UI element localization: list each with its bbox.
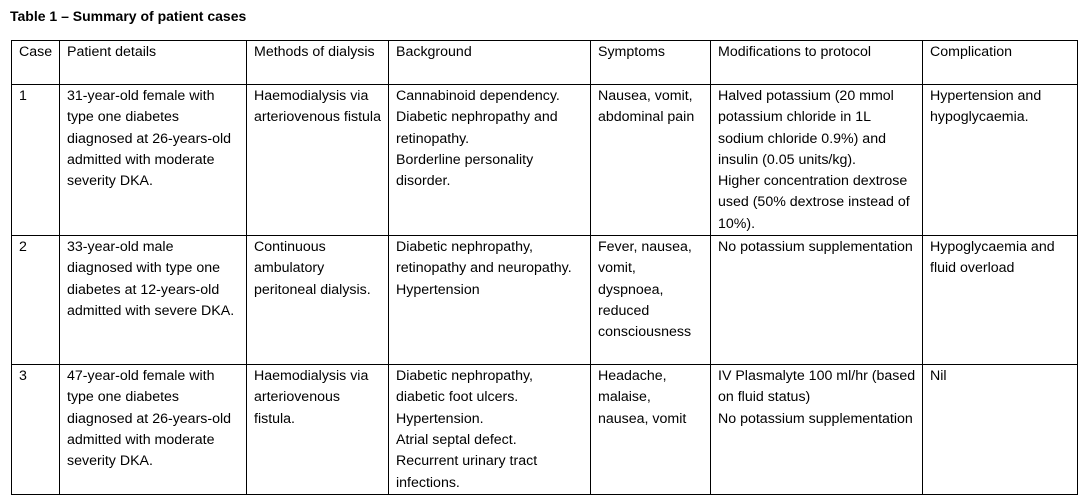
cell-patient-details: 47-year-old female with type one diabetes diagnosed at 26-years-old admitted with moderate severity DKA. [60, 365, 247, 495]
header-symptoms: Symptoms [591, 41, 711, 85]
cell-modifications [711, 236, 923, 365]
cell-case: 3 [12, 365, 60, 495]
modification-line: No potassium supplementation [718, 410, 913, 427]
background-line: Recurrent urinary tract infections. [396, 453, 538, 491]
cell-patient-details: 31-year-old female with type one diabetes diagnosed at 26-years-old admitted with moderate severity DKA. [60, 85, 247, 236]
cell-modifications [711, 85, 923, 236]
background-line: Hypertension. [396, 410, 484, 427]
cell-case: 2 [12, 236, 60, 365]
background-line: Diabetic nephropathy, diabetic foot ulcers. [396, 368, 533, 406]
header-background: Background [389, 41, 591, 85]
cell-complication: Hypertension and hypoglycaemia. [923, 85, 1078, 236]
header-case: Case [12, 41, 60, 85]
cell-symptoms: Nausea, vomit, abdominal pain [591, 85, 711, 236]
cell-dialysis-method: Haemodialysis via arteriovenous fistula. [247, 365, 389, 495]
modification-line: IV Plasmalyte 100 ml/hr (based on fluid status) [718, 368, 916, 406]
cell-complication: Hypoglycaemia and fluid overload [923, 236, 1078, 365]
background-line: Diabetic nephropathy and retinopathy. [396, 109, 558, 147]
table-header [12, 41, 1078, 85]
background-line: Hypertension [396, 281, 480, 298]
cell-modifications [711, 365, 923, 495]
background-line: Cannabinoid dependency. [396, 88, 560, 104]
cell-case: 1 [12, 85, 60, 236]
cell-dialysis-method: Continuous ambulatory peritoneal dialysis. [247, 236, 389, 365]
cell-background [389, 365, 591, 495]
cell-symptoms: Fever, nausea, vomit, dyspnoea, reduced consciousness [591, 236, 711, 365]
background-line: Borderline personality disorder. [396, 151, 534, 190]
header-methods-of-dialysis: Methods of dialysis [247, 41, 389, 85]
table-row [12, 85, 1078, 236]
cell-complication: Nil [923, 365, 1078, 495]
background-line: Diabetic nephropathy, retinopathy and neuropathy. [396, 239, 572, 277]
cell-dialysis-method: Haemodialysis via arteriovenous fistula [247, 85, 389, 236]
cell-symptoms: Headache, malaise, nausea, vomit [591, 365, 711, 495]
header-patient-details: Patient details [60, 41, 247, 85]
header-row [12, 41, 1078, 85]
cell-patient-details: 33-year-old male diagnosed with type one diabetes at 12-years-old admitted with severe DKA. [60, 236, 247, 365]
background-line: Atrial septal defect. [396, 431, 517, 448]
modification-line: Halved potassium (20 mmol potassium chloride in 1L sodium chloride 0.9%) and insulin (0.05 units/kg). [718, 88, 894, 168]
modification-line: Higher concentration dextrose used (50% dextrose instead of 10%). [718, 173, 910, 232]
table-row [12, 365, 1078, 495]
table-row [12, 236, 1078, 365]
header-complication: Complication [923, 41, 1078, 85]
header-modifications: Modifications to protocol [711, 41, 923, 85]
table-body [12, 85, 1078, 495]
modification-line: No potassium supplementation [718, 239, 913, 256]
patient-cases-table [11, 40, 1078, 495]
cell-background [389, 85, 591, 236]
cell-background [389, 236, 591, 365]
table-caption: Table 1 – Summary of patient cases [10, 8, 247, 24]
